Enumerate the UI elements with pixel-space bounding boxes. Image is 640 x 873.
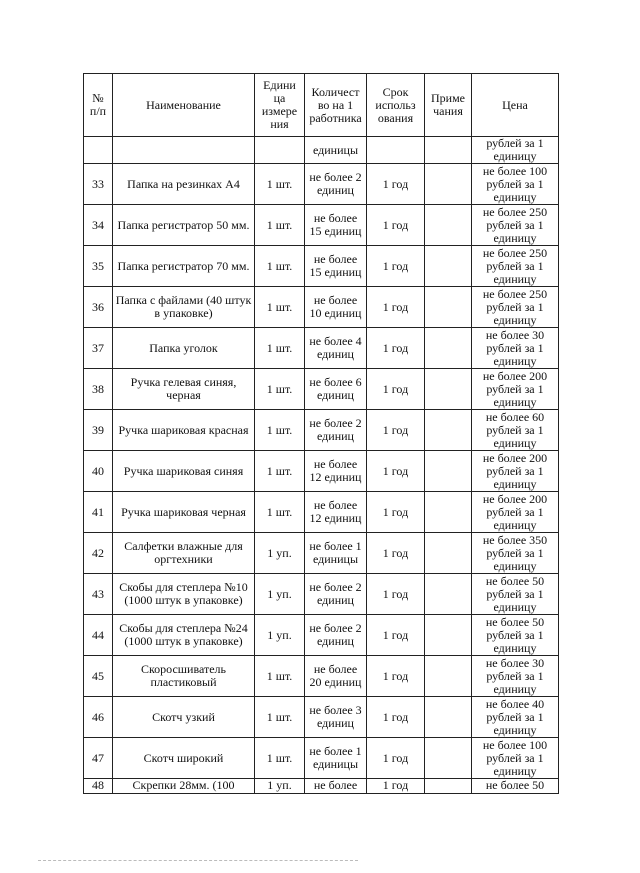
header-qty: Количест во на 1 работника: [305, 74, 367, 137]
cell-num: 39: [84, 410, 113, 451]
cell-name: Скотч узкий: [113, 697, 255, 738]
continuation-row: [84, 137, 559, 164]
header-num: № п/п: [84, 74, 113, 137]
cell-num: 36: [84, 287, 113, 328]
cell-note: [425, 205, 472, 246]
cell-num: 46: [84, 697, 113, 738]
header-unit: Едини ца измере ния: [255, 74, 305, 137]
cell-name: Салфетки влажные для оргтехники: [113, 533, 255, 574]
cell-qty: не более 2 единиц: [305, 574, 367, 615]
supplies-table: [83, 73, 559, 794]
cell-name: Папка на резинках А4: [113, 164, 255, 205]
cell-unit: [255, 137, 305, 164]
cell-term: 1 год: [367, 615, 425, 656]
cell-num: 34: [84, 205, 113, 246]
cell-qty: не более 15 единиц: [305, 205, 367, 246]
cell-unit: 1 шт.: [255, 697, 305, 738]
cell-price: не более 200 рублей за 1 единицу: [472, 451, 559, 492]
cell-num: 40: [84, 451, 113, 492]
cell-price: не более 250 рублей за 1 единицу: [472, 287, 559, 328]
cell-price: не более 30 рублей за 1 единицу: [472, 656, 559, 697]
cell-price: не более 100 рублей за 1 единицу: [472, 164, 559, 205]
table-row: [84, 574, 559, 615]
cell-term: 1 год: [367, 656, 425, 697]
cell-note: [425, 779, 472, 794]
cell-name: Ручка шариковая черная: [113, 492, 255, 533]
cell-unit: 1 шт.: [255, 246, 305, 287]
cell-qty: не более 20 единиц: [305, 656, 367, 697]
cell-unit: 1 шт.: [255, 287, 305, 328]
cell-price: не более 200 рублей за 1 единицу: [472, 369, 559, 410]
cell-term: 1 год: [367, 328, 425, 369]
cell-num: 48: [84, 779, 113, 794]
cell-unit: 1 шт.: [255, 451, 305, 492]
cell-qty: не более 15 единиц: [305, 246, 367, 287]
header-note: Приме чания: [425, 74, 472, 137]
cell-name: Папка регистратор 50 мм.: [113, 205, 255, 246]
table-row: [84, 205, 559, 246]
table-row: [84, 656, 559, 697]
cell-num: 44: [84, 615, 113, 656]
cell-qty: единицы: [305, 137, 367, 164]
cell-price: не более 350 рублей за 1 единицу: [472, 533, 559, 574]
cell-qty: не более 4 единиц: [305, 328, 367, 369]
table-row: [84, 287, 559, 328]
cell-unit: 1 шт.: [255, 656, 305, 697]
table-row: [84, 369, 559, 410]
cell-unit: 1 уп.: [255, 533, 305, 574]
table-row: [84, 410, 559, 451]
cell-price: не более 200 рублей за 1 единицу: [472, 492, 559, 533]
cell-note: [425, 656, 472, 697]
cell-note: [425, 492, 472, 533]
table-row: [84, 738, 559, 779]
cell-term: 1 год: [367, 779, 425, 794]
cell-qty: не более 6 единиц: [305, 369, 367, 410]
table-row: [84, 492, 559, 533]
cell-qty: не более 12 единиц: [305, 451, 367, 492]
cell-term: 1 год: [367, 738, 425, 779]
cell-note: [425, 410, 472, 451]
cell-name: Папка с файлами (40 штук в упаковке): [113, 287, 255, 328]
cell-price: не более 30 рублей за 1 единицу: [472, 328, 559, 369]
cell-unit: 1 шт.: [255, 492, 305, 533]
cell-num: [84, 137, 113, 164]
cell-unit: 1 шт.: [255, 205, 305, 246]
cell-note: [425, 697, 472, 738]
cell-unit: 1 уп.: [255, 574, 305, 615]
cell-num: 37: [84, 328, 113, 369]
cell-term: 1 год: [367, 697, 425, 738]
cell-term: 1 год: [367, 410, 425, 451]
cell-name: Скобы для степлера №24 (1000 штук в упаковке): [113, 615, 255, 656]
cell-num: 38: [84, 369, 113, 410]
cell-note: [425, 574, 472, 615]
cell-term: 1 год: [367, 533, 425, 574]
cell-name: Папка регистратор 70 мм.: [113, 246, 255, 287]
cell-price: не более 40 рублей за 1 единицу: [472, 697, 559, 738]
cell-qty: не более 2 единиц: [305, 410, 367, 451]
cell-unit: 1 шт.: [255, 738, 305, 779]
cell-unit: 1 шт.: [255, 410, 305, 451]
cell-term: 1 год: [367, 492, 425, 533]
cell-unit: 1 шт.: [255, 369, 305, 410]
cell-price: не более 250 рублей за 1 единицу: [472, 246, 559, 287]
cell-note: [425, 615, 472, 656]
cell-name: Скотч широкий: [113, 738, 255, 779]
cell-name: Ручка шариковая красная: [113, 410, 255, 451]
cell-num: 47: [84, 738, 113, 779]
table-row: [84, 697, 559, 738]
cell-name: Папка уголок: [113, 328, 255, 369]
cell-note: [425, 246, 472, 287]
cell-name: Ручка гелевая синяя, черная: [113, 369, 255, 410]
cell-num: 42: [84, 533, 113, 574]
header-price: Цена: [472, 74, 559, 137]
table-header-row: [84, 74, 559, 137]
cell-qty: не более 2 единиц: [305, 164, 367, 205]
cell-note: [425, 738, 472, 779]
cell-price: не более 50: [472, 779, 559, 794]
cell-term: 1 год: [367, 369, 425, 410]
cell-price: не более 50 рублей за 1 единицу: [472, 574, 559, 615]
table-row: [84, 246, 559, 287]
cell-price: не более 50 рублей за 1 единицу: [472, 615, 559, 656]
cell-name: Скобы для степлера №10 (1000 штук в упаковке): [113, 574, 255, 615]
cell-term: [367, 137, 425, 164]
table-row: [84, 615, 559, 656]
footer-divider: [38, 860, 358, 862]
cell-term: 1 год: [367, 287, 425, 328]
cell-qty: не более 1 единицы: [305, 533, 367, 574]
cell-unit: 1 шт.: [255, 164, 305, 205]
cell-qty: не более 2 единиц: [305, 615, 367, 656]
table-row: [84, 164, 559, 205]
cell-price: не более 60 рублей за 1 единицу: [472, 410, 559, 451]
cell-term: 1 год: [367, 451, 425, 492]
cell-num: 43: [84, 574, 113, 615]
cell-price: не более 250 рублей за 1 единицу: [472, 205, 559, 246]
cell-price: не более 100 рублей за 1 единицу: [472, 738, 559, 779]
table-row: [84, 451, 559, 492]
cell-qty: не более 3 единиц: [305, 697, 367, 738]
cell-note: [425, 137, 472, 164]
cell-note: [425, 533, 472, 574]
header-name: Наименование: [113, 74, 255, 137]
table-row: [84, 533, 559, 574]
cell-term: 1 год: [367, 164, 425, 205]
cell-name: [113, 137, 255, 164]
cell-name: Скрепки 28мм. (100: [113, 779, 255, 794]
cell-name: Ручка шариковая синяя: [113, 451, 255, 492]
cell-num: 33: [84, 164, 113, 205]
cell-price: рублей за 1 единицу: [472, 137, 559, 164]
cell-term: 1 год: [367, 205, 425, 246]
cell-note: [425, 328, 472, 369]
cell-num: 35: [84, 246, 113, 287]
cell-term: 1 год: [367, 246, 425, 287]
cell-qty: не более 10 единиц: [305, 287, 367, 328]
cell-term: 1 год: [367, 574, 425, 615]
table-row: [84, 328, 559, 369]
cell-num: 41: [84, 492, 113, 533]
cell-name: Скоросшиватель пластиковый: [113, 656, 255, 697]
cell-unit: 1 уп.: [255, 779, 305, 794]
cell-note: [425, 369, 472, 410]
cell-unit: 1 уп.: [255, 615, 305, 656]
cell-qty: не более 1 единицы: [305, 738, 367, 779]
cell-note: [425, 451, 472, 492]
table-row: [84, 779, 559, 794]
cell-num: 45: [84, 656, 113, 697]
cell-note: [425, 287, 472, 328]
header-term: Срок использ ования: [367, 74, 425, 137]
cell-note: [425, 164, 472, 205]
cell-qty: не более: [305, 779, 367, 794]
cell-qty: не более 12 единиц: [305, 492, 367, 533]
cell-unit: 1 шт.: [255, 328, 305, 369]
